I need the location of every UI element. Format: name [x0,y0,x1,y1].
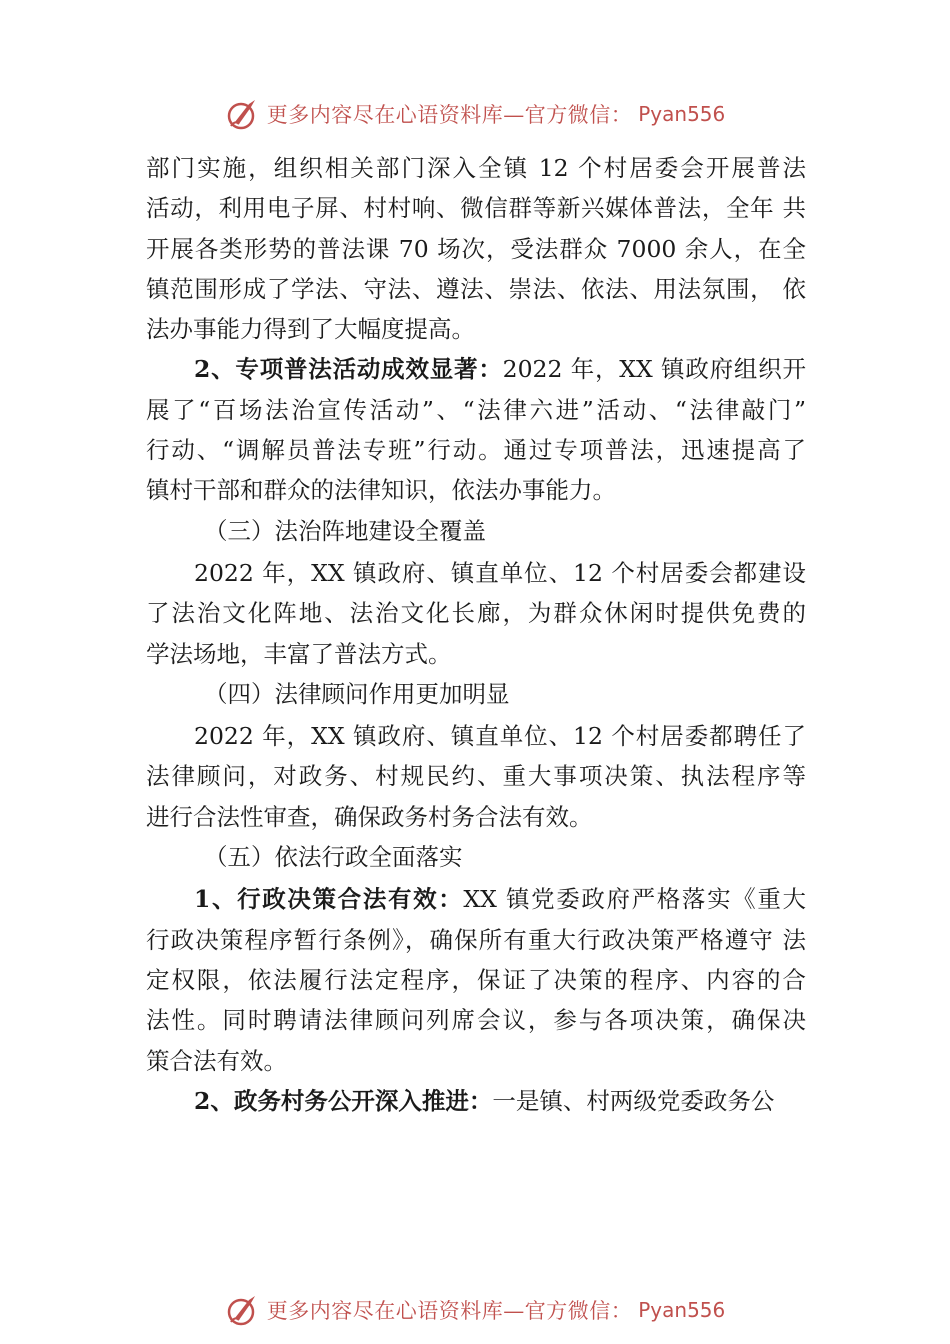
text-line: 法性。同时聘请法律顾问列席会议，参与各项决策，确保决 [146,1006,806,1035]
bold-lead: 2、专项普法活动成效显著： [194,355,503,384]
section-heading: （四）法律顾问作用更加明显 [204,679,510,708]
watermark-wechat-id: Pyan556 [638,102,726,126]
text-line: 镇村干部和群众的法律知识，依法办事能力。 [146,476,616,505]
text-line: 2022 年，XX 镇政府、镇直单位、12 个村居委会都建设 [194,558,806,587]
text-line: 学法场地，丰富了普法方式。 [146,639,452,668]
text-line: 进行合法性审查，确保政务村务合法有效。 [146,802,593,831]
text-run: 2022 年，XX 镇政府组织开 [502,355,806,384]
text-line: 2022 年，XX 镇政府、镇直单位、12 个村居委都聘任了 [194,722,806,751]
text-line: 镇范围形成了学法、守法、遵法、崇法、依法、用法氛围， 依 [146,274,806,303]
bold-lead: 1、行政决策合法有效： [194,885,464,914]
watermark-text: 更多内容尽在心语资料库—官方微信： [266,1299,633,1323]
quill-logo-icon [225,1292,261,1328]
text-run: 一是镇、村两级党委政务公 [492,1086,775,1115]
watermark-text: 更多内容尽在心语资料库—官方微信： [266,103,633,127]
section-heading: （三）法治阵地建设全覆盖 [204,516,486,545]
section-heading: （五）依法行政全面落实 [204,843,463,872]
paragraph-first-line [146,879,806,919]
text-line: 开展各类形势的普法课 70 场次，受法群众 7000 余人，在全 [146,234,806,263]
watermark-wechat-id: Pyan556 [638,1298,726,1322]
text-line: 部门实施，组织相关部门深入全镇 12 个村居委会开展普法 [146,154,806,182]
text-line: 法办事能力得到了大幅度提高。 [146,315,475,344]
paragraph-first-line [146,349,806,389]
text-line: 法律顾问，对政务、村规民约、重大事项决策、执法程序等 [146,762,806,791]
footer-watermark [0,1290,950,1330]
text-run: XX 镇党委政府严格落实《重大 [463,885,806,914]
text-line: 行动、“调解员普法专班”行动。通过专项普法，迅速提高了 [146,436,806,465]
text-line: 策合法有效。 [146,1046,287,1075]
text-line: 了法治文化阵地、法治文化长廊，为群众休闲时提供免费的 [146,599,806,628]
paragraph-first-line [146,1081,806,1121]
quill-logo-icon [225,96,261,132]
bold-lead: 2、政务村务公开深入推进： [194,1086,493,1115]
document-body [146,148,806,1121]
text-line: 定权限，依法履行法定程序，保证了决策的程序、内容的合 [146,965,806,994]
header-watermark [0,94,950,134]
text-line: 活动，利用电子屏、村村响、微信群等新兴媒体普法，全年 共 [146,194,806,223]
text-line: 行政决策程序暂行条例》，确保所有重大行政决策严格遵守 法 [146,925,806,954]
text-line: 展了“百场法治宣传活动”、“法律六进”活动、“法律敲门” [146,395,806,424]
